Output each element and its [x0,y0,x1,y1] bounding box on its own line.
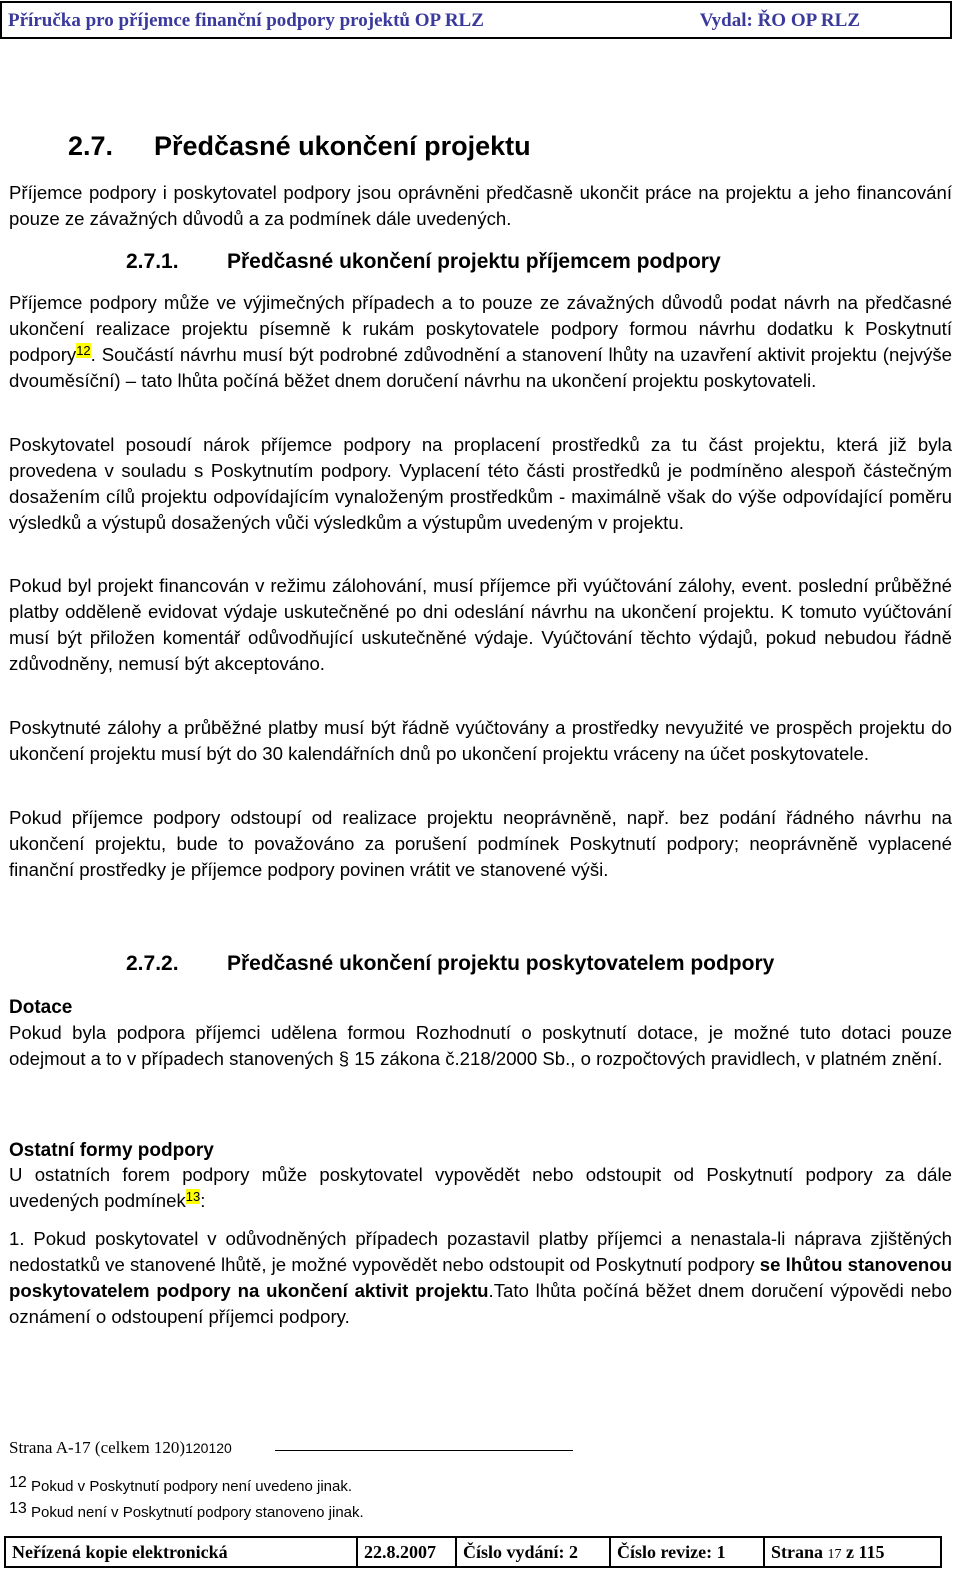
subsection-number-2: 2.7.2. [126,952,179,975]
page-label [9,1438,232,1458]
paragraph-3: Pokud byl projekt financován v režimu zálohování, musí příjemce při vyúčtování zálohy, event. poslední průběžné platby odděleně evidovat výdaje uskutečněné po dni odeslání návrhu na ukončení projektu. K tomuto vyúčtování musí být přiložen komentář odůvodňující uskutečněné výdaje. Vyúčtování těchto výdajů, pokud nebudou řádně zdůvodněny, nemusí být akceptováno. [9,575,952,674]
section-heading [68,131,531,162]
list-item-1-text-b: .Tato lhůta počíná běžet dnem doručení výpovědi nebo oznámení o odstoupení příjemci podpory. [9,1280,952,1327]
footer-page-suffix: z 115 [841,1541,885,1562]
subsection-number-1: 2.7.1. [126,250,179,273]
page-label-text: Strana A-17 (celkem 120) [9,1438,186,1457]
paragraph-1-text-a: Příjemce podpory může ve výjimečných případech a to pouze ze závažných důvodů podat návrh na předčasné ukončení realizace projektu písemně k rukám poskytovatele podpory formou návrhu dodatku k Poskytnutí podpory [9,292,952,365]
subsection-heading-2 [126,952,774,976]
footnote-13-text: Pokud není v Poskytnutí podpory stanoveno jinak. [30,1504,364,1521]
other-forms-text: U ostatních forem podpory může poskytovatel vypovědět nebo odstoupit od Poskytnutí podpory za dále uvedených podmínek [9,1164,952,1211]
footer-page-number: 17 [827,1546,842,1562]
footer-page [764,1537,941,1567]
footnote-separator [275,1450,573,1451]
section-number: 2.7. [68,131,114,161]
footnote-13-number: 13 [9,1500,27,1517]
subsection-title-2: Předčasné ukončení projektu poskytovatelem podpory [227,952,775,975]
footnote-13 [9,1500,364,1521]
footer-page-prefix: Strana [771,1541,828,1562]
section-title: Předčasné ukončení projektu [154,131,531,161]
paragraph-1-text-b: . Součástí návrhu musí být podrobné zdůvodnění a stanovení lhůty na uzavření aktivit projektu (nejvýše dvouměsíční) – tato lhůta počíná běžet dnem doručení návrhu na ukončení projektu poskytovateli. [9,344,952,391]
intro-paragraph: Příjemce podpory i poskytovatel podpory jsou oprávněni předčasně ukončit práce na projektu a jeho financování pouze ze závažných důvodů a za podmínek dále uvedených. [9,182,952,229]
header-issuer: Vydal: ŘO OP RLZ [699,10,860,31]
dotace-heading: Dotace [9,997,73,1018]
footer-issue: Číslo vydání: 2 [456,1537,610,1567]
paragraph-5: Pokud příjemce podpory odstoupí od realizace projektu neoprávněně, např. bez podání řádného návrhu na ukončení projektu, bude to považováno za porušení podmínek Poskytnutí podpory; neoprávněně vyplacené finanční prostředky je příjemce podpory povinen vrátit ve stanovené výši. [9,807,952,880]
paragraph-4: Poskytnuté zálohy a průběžné platby musí být řádně vyúčtovány a prostředky nevyužité ve prospěch projektu do ukončení projektu musí být do 30 kalendářních dnů po ukončení projektu vráceny na účet poskytovatele. [9,717,952,764]
list-item-1-text-a: 1. Pokud poskytovatel v odůvodněných případech pozastavil platby příjemci a nenastala-li náprava zjištěných nedostatků ve stanovené lhůtě, je možné vypovědět nebo odstoupit od Poskytnutí podpory [9,1228,952,1275]
header-title: Příručka pro příjemce finanční podpory projektů OP RLZ [8,10,484,31]
paragraph-2: Poskytovatel posoudí nárok příjemce podpory na proplacení prostředků za tu část projektu, která již byla provedena v souladu s Poskytnutím podpory. Vyplacení této části prostředků je podmíněno alespoň částečným dosažením cílů projektu odpovídajícím vynaloženým prostředkům - maximálně však do výše odpovídající poměru výsledků a výstupů dosažených vůči výsledkům a výstupům uvedeným v projektu. [9,434,952,533]
subsection-heading-1 [126,250,721,274]
dotace-paragraph: Pokud byla podpora příjemci udělena formou Rozhodnutí o poskytnutí dotace, je možné tuto dotaci pouze odejmout a to v případech stanovených § 15 zákona č.218/2000 Sb., o rozpočtových pravidlech, v platném znění. [9,1022,952,1069]
footnote-12-number: 12 [9,1474,27,1491]
page-label-extra: 120120 [185,1440,232,1456]
list-item-1-bold: se lhůtou stanovenou poskytovatelem podpory na ukončení aktivit projektu [9,1254,953,1301]
other-forms-paragraph [9,1162,952,1214]
footer-copy: Neřízená kopie elektronická [5,1537,357,1567]
page-footer [4,1536,942,1568]
other-forms-colon: : [200,1190,206,1211]
footnote-12 [9,1474,352,1495]
page-header [0,1,952,39]
paragraph-1 [9,290,952,394]
footnote-ref-13[interactable]: 13 [185,1189,201,1204]
footer-revision: Číslo revize: 1 [610,1537,764,1567]
footer-date: 22.8.2007 [357,1537,456,1567]
other-forms-heading: Ostatní formy podpory [9,1140,214,1161]
list-item-1 [9,1226,952,1330]
footnote-ref-12[interactable]: 12 [76,343,91,358]
subsection-title-1: Předčasné ukončení projektu příjemcem podpory [227,250,721,273]
footnote-12-text: Pokud v Poskytnutí podpory není uvedeno jinak. [30,1478,353,1495]
